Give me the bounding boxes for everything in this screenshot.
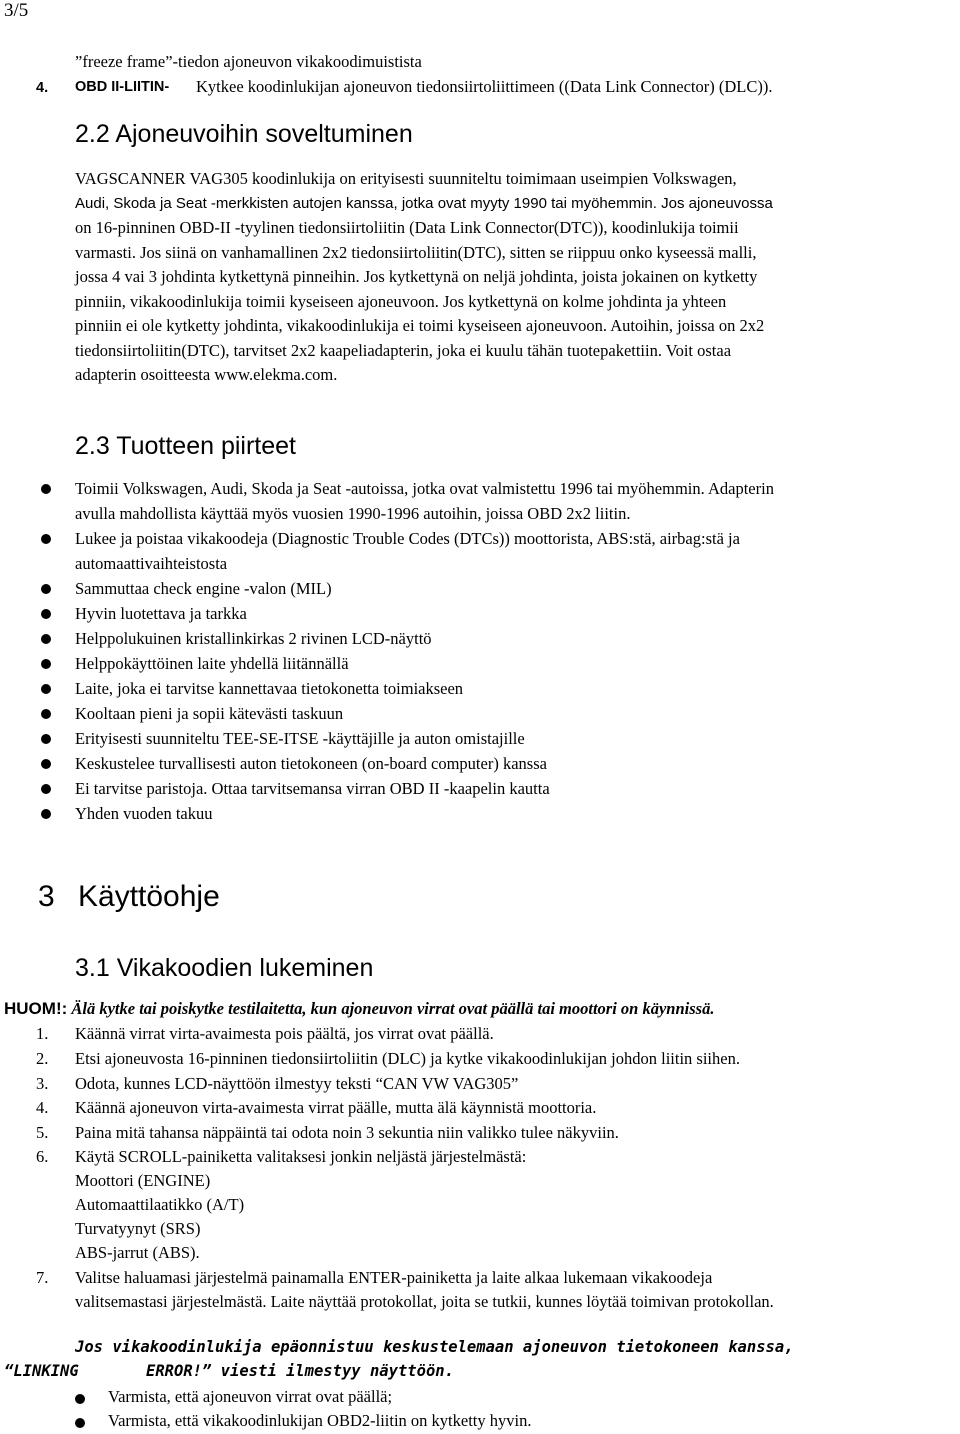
list-item-text: avulla mahdollista käyttää myös vuosien 1990-1996 autoihin, joissa OBD 2x2 liitin. — [75, 504, 631, 523]
paragraph-line: pinniin, vikakoodinlukija toimii kyseiseen ajoneuvoon. Jos kytkettynä on kolme johdinta ja yhteen — [75, 291, 727, 311]
bullet-icon — [41, 484, 51, 494]
list-item-text: Helppokäyttöinen laite yhdellä liitännällä — [75, 654, 349, 673]
bullet-icon — [41, 584, 51, 594]
list-item — [0, 576, 960, 601]
list-item-text: Helppolukuinen kristallinkirkas 2 rivinen LCD-näyttö — [75, 629, 432, 648]
list-item-text: automaattivaihteistosta — [75, 554, 228, 573]
freeze-frame-line: ”freeze frame”-tiedon ajoneuvon vikakoodimuistista — [75, 52, 422, 71]
section-2-2-paragraph — [75, 167, 955, 388]
warning-line-2b: ERROR!” viesti ilmestyy näyttöön. — [146, 1362, 454, 1380]
step-text-continuation: valitsemastasi järjestelmästä. Laite näyttää protokollat, joita se tutkii, kunnes löytää toimivan protokollan. — [75, 1292, 774, 1311]
step-text: Etsi ajoneuvosta 16-pinninen tiedonsiirtoliitin (DLC) ja kytke vikakoodinlukijan johdon liitin siihen. — [75, 1049, 740, 1068]
intro-item-4-number: 4. — [36, 80, 49, 96]
system-option: Automaattilaatikko (A/T) — [75, 1195, 245, 1214]
list-item-continuation — [0, 551, 960, 576]
section-3-number: 3 — [38, 880, 55, 913]
paragraph-line: varmasti. Jos siinä on vanhamallinen 2x2 tiedonsiirtoliitin(DTC), sitten se riippuu onko kyseessä malli, — [75, 242, 757, 262]
system-option: Moottori (ENGINE) — [75, 1171, 211, 1190]
section-3-heading: Käyttöohje — [78, 880, 220, 913]
step-item — [0, 1266, 960, 1291]
section-2-3-heading: 2.3 Tuotteen piirteet — [75, 432, 296, 460]
system-option: Turvatyynyt (SRS) — [75, 1219, 201, 1238]
bullet-icon — [41, 659, 51, 669]
warning-line-2a: “LINKING — [4, 1362, 79, 1380]
step-text: Käännä ajoneuvon virta-avaimesta virrat päälle, mutta älä käynnistä moottoria. — [75, 1098, 597, 1117]
bullet-icon — [75, 1418, 85, 1428]
list-item — [0, 476, 960, 501]
intro-item-4-text: Kytkee koodinlukijan ajoneuvon tiedonsiirtoliittimeen ((Data Link Connector) (DLC)). — [196, 77, 773, 96]
step-item — [0, 1047, 960, 1072]
list-item — [0, 726, 960, 751]
check-item: Varmista, että vikakoodinlukijan OBD2-liitin on kytketty hyvin. — [108, 1411, 532, 1430]
bullet-icon — [41, 784, 51, 794]
step-item — [0, 1121, 960, 1146]
page-number: 3/5 — [4, 0, 29, 21]
list-item-text: Erityisesti suunniteltu TEE-SE-ITSE -käyttäjille ja auton omistajille — [75, 729, 525, 748]
section-2-2-heading: 2.2 Ajoneuvoihin soveltuminen — [75, 120, 413, 148]
step-item — [0, 1022, 960, 1047]
bullet-icon — [41, 734, 51, 744]
system-option: ABS-jarrut (ABS). — [75, 1243, 200, 1262]
section-3-1-heading: 3.1 Vikakoodien lukeminen — [75, 954, 374, 982]
bullet-icon — [41, 809, 51, 819]
paragraph-line: VAGSCANNER VAG305 koodinlukija on erityisesti suunniteltu toimimaan useimpien Volkswagen, — [75, 169, 737, 188]
list-item — [0, 526, 960, 551]
list-item-text: Kooltaan pieni ja sopii kätevästi taskuun — [75, 704, 344, 723]
step-text: Odota, kunnes LCD-näyttöön ilmestyy teksti “CAN VW VAG305” — [75, 1074, 519, 1093]
paragraph-line: Audi, Skoda ja Seat -merkkisten autojen kanssa, jotka ovat myyty 1990 tai myöhemmin. Jos ajoneuvossa — [75, 194, 773, 212]
list-item — [0, 651, 960, 676]
list-item-text: Keskustelee turvallisesti auton tietokoneen (on-board computer) kanssa — [75, 754, 547, 773]
list-item — [0, 776, 960, 801]
step-number: 3. — [36, 1074, 49, 1093]
intro-item-4-label: OBD II-LIITIN- — [75, 79, 170, 95]
paragraph-line: on 16-pinninen OBD-II -tyylinen tiedonsiirtoliitin (Data Link Connector(DTC)), koodinlukija toimii — [75, 218, 739, 237]
list-item-continuation — [0, 501, 960, 526]
bullet-icon — [41, 634, 51, 644]
intro-item-4 — [36, 75, 773, 101]
step-text: Käännä virrat virta-avaimesta pois päältä, jos virrat ovat päällä. — [75, 1024, 494, 1043]
bullet-icon — [41, 534, 51, 544]
bullet-icon — [41, 709, 51, 719]
step-item — [0, 1072, 960, 1097]
step-text: Valitse haluamasi järjestelmä painamalla ENTER-painiketta ja laite alkaa lukemaan vikakoodeja — [75, 1268, 713, 1287]
note-text: Älä kytke tai poiskytke testilaitetta, kun ajoneuvon virrat ovat päällä tai moottori on käynnissä. — [71, 999, 715, 1018]
step-number: 4. — [36, 1098, 49, 1117]
list-item-text: Ei tarvitse paristoja. Ottaa tarvitsemansa virran OBD II -kaapelin kautta — [75, 779, 550, 798]
step-number: 1. — [36, 1024, 49, 1043]
bullet-icon — [41, 684, 51, 694]
list-item — [0, 751, 960, 776]
list-item — [0, 801, 960, 826]
bullet-icon — [75, 1394, 85, 1404]
list-item-text: Hyvin luotettava ja tarkka — [75, 604, 247, 623]
note-line — [4, 997, 714, 1021]
step-number: 2. — [36, 1049, 49, 1068]
list-item — [0, 701, 960, 726]
paragraph-line: tiedonsiirtoliitin(DTC), tarvitset 2x2 kaapeliadapterin, joka ei kuulu tähän tuotepakettiin. Voit ostaa — [75, 340, 732, 360]
list-item-text: Sammuttaa check engine -valon (MIL) — [75, 579, 332, 598]
check-item: Varmista, että ajoneuvon virrat ovat päällä; — [108, 1387, 393, 1406]
list-item — [0, 601, 960, 626]
step-item — [0, 1145, 960, 1170]
bullet-icon — [41, 609, 51, 619]
list-item-text: Toimii Volkswagen, Audi, Skoda ja Seat -autoissa, jotka ovat valmistettu 1996 tai myöhemmin. Adapterin — [75, 479, 774, 498]
paragraph-line: pinniin ei ole kytketty johdinta, vikakoodinlukija ei toimi kyseiseen ajoneuvoon. Autoihin, joissa on 2x2 — [75, 316, 765, 335]
paragraph-line: jossa 4 vai 3 johdinta kytkettynä pinneihin. Jos kytkettynä on neljä johdinta, joista jokainen on kytketty — [75, 267, 758, 286]
warning-line-1: Jos vikakoodinlukija epäonnistuu keskustelemaan ajoneuvon tietokoneen kanssa, — [75, 1338, 794, 1356]
list-item — [0, 626, 960, 651]
features-list — [0, 476, 960, 826]
step-item — [0, 1096, 960, 1121]
note-label: HUOM!: — [4, 999, 68, 1018]
list-item-text: Laite, joka ei tarvitse kannettavaa tietokonetta toimiakseen — [75, 679, 464, 698]
list-item-text: Yhden vuoden takuu — [75, 804, 213, 823]
step-text: Paina mitä tahansa näppäintä tai odota noin 3 sekuntia niin valikko tulee näkyviin. — [75, 1123, 619, 1142]
list-item — [0, 676, 960, 701]
list-item-text: Lukee ja poistaa vikakoodeja (Diagnostic Trouble Codes (DTCs)) moottorista, ABS:stä, airbag:stä ja — [75, 529, 740, 548]
step-number: 7. — [36, 1268, 49, 1287]
step-number: 5. — [36, 1123, 49, 1142]
step-text: Käytä SCROLL-painiketta valitaksesi jonkin neljästä järjestelmästä: — [75, 1147, 527, 1166]
step-number: 6. — [36, 1147, 49, 1166]
paragraph-line: adapterin osoitteesta www.elekma.com. — [75, 365, 338, 384]
bullet-icon — [41, 759, 51, 769]
